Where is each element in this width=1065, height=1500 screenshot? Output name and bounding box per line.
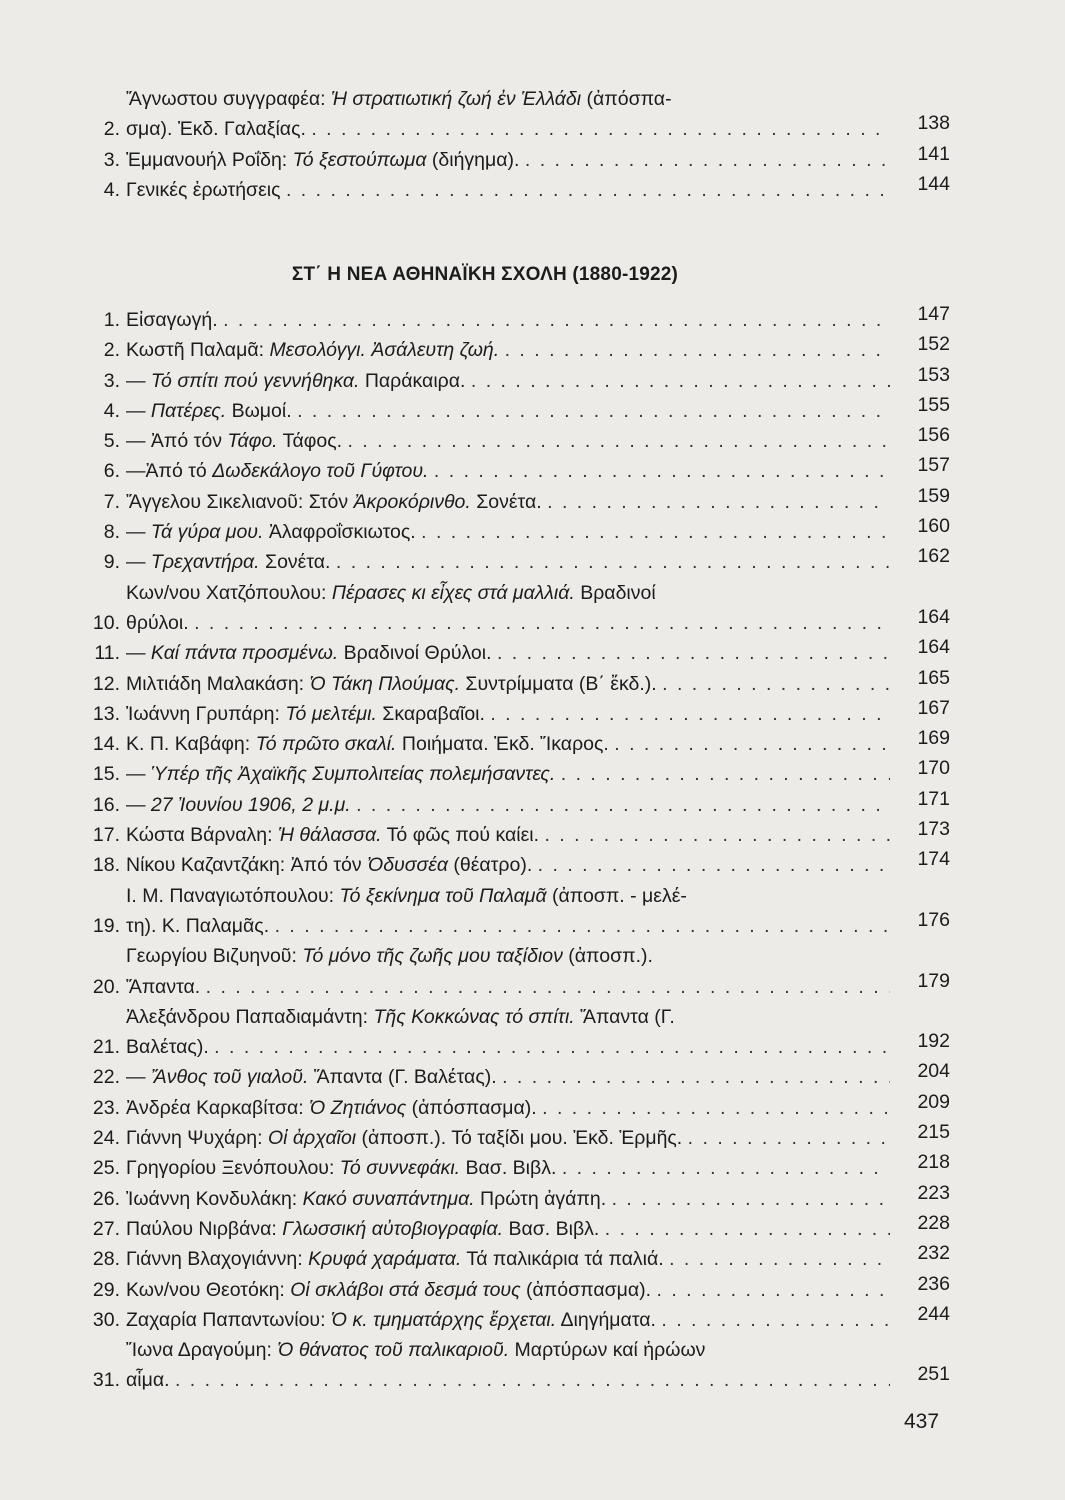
- toc-entry: [80, 547, 950, 577]
- dot-leader: [175, 1369, 890, 1391]
- toc-entry-title: [126, 396, 890, 426]
- dot-leader: [206, 976, 890, 998]
- toc-entry-line: — Ἀπό τόν Τάφο. Τάφος. . . .: [126, 426, 890, 456]
- toc-entry-line: Βαλέτας). . . .: [126, 1032, 890, 1062]
- dot-leader: [612, 1188, 890, 1210]
- toc-entry-title: [126, 547, 890, 577]
- dot-leader: [688, 1127, 890, 1149]
- toc-entry-number: 12.: [92, 672, 120, 695]
- section-heading: ΣΤ΄ Η ΝΕΑ ΑΘΗΝΑΪΚΗ ΣΧΟΛΗ (1880-1922): [291, 264, 679, 285]
- toc-entry-page: 228: [917, 1211, 950, 1234]
- toc-entry-page: 141: [917, 142, 950, 165]
- dot-leader: [223, 309, 890, 331]
- toc-entry-line: Εἰσαγωγή. . . .: [126, 305, 890, 335]
- toc-entry-title: [126, 1244, 890, 1274]
- toc-entry-page: 171: [917, 787, 950, 810]
- toc-entry-title: [126, 1062, 890, 1092]
- toc-entry-page: 169: [917, 727, 950, 750]
- toc-entry: [80, 335, 950, 365]
- toc-entry-page: 244: [917, 1302, 950, 1325]
- toc-entry-line: Ἰωάννη Κονδυλάκη: Κακό συναπάντημα. Πρώτη ἀγάπη. . . .: [126, 1184, 890, 1214]
- toc-entry-line: — Πατέρες. Βωμοί. . . .: [126, 396, 890, 426]
- toc-entry-line: Παύλου Νιρβάνα: Γλωσσική αὐτοβιογραφία. Βασ. Βιβλ. . . .: [126, 1214, 890, 1244]
- toc-entry-line: — Τά γύρα μου. Ἀλαφροΐσκιωτος. . . .: [126, 517, 890, 547]
- toc-entry-number: 1.: [103, 309, 120, 331]
- toc-entry-title: [126, 145, 890, 175]
- dot-leader: [605, 1218, 890, 1240]
- toc-entry-line: Ἄγνωστου συγγραφέα: Ἡ στρατιωτική ζωή ἐν Ἑλλάδι (ἀπόσπα-: [126, 88, 672, 110]
- toc-entry: [80, 1244, 950, 1274]
- toc-entry-page: 152: [917, 333, 950, 356]
- dot-leader: [542, 1097, 890, 1119]
- toc-entry-page: 223: [917, 1181, 950, 1204]
- toc-entry-number: 18.: [92, 854, 120, 877]
- toc-entry-number: 4.: [103, 178, 120, 201]
- toc-entry-line: θρύλοι. . . .: [126, 608, 890, 638]
- toc-entry-number: 10.: [92, 611, 120, 634]
- toc-entry: [80, 1211, 950, 1244]
- toc-entry-title: [126, 84, 890, 145]
- toc-entry-number: 28.: [92, 1248, 120, 1271]
- toc-entry: [80, 881, 950, 942]
- toc-entry-line: — 27 Ἰουνίου 1906, 2 μ.μ. . . .: [126, 790, 890, 820]
- toc-entry-title: [126, 1335, 890, 1396]
- toc-entry: [80, 1335, 950, 1396]
- dot-leader: [505, 339, 890, 361]
- toc-entry-page: 165: [917, 666, 950, 689]
- toc-entry: [80, 1272, 950, 1305]
- toc-entry: [80, 305, 950, 335]
- toc-entry: [80, 1002, 950, 1063]
- toc-entry-title: [126, 941, 890, 1002]
- toc-entry-line: Ἀνδρέα Καρκαβίτσα: Ὁ Ζητιάνος (ἀπόσπασμα). . . .: [126, 1093, 890, 1123]
- toc-entry-number: 29.: [92, 1278, 120, 1301]
- dot-leader: [525, 149, 890, 171]
- dot-leader: [497, 642, 890, 664]
- toc-entry-number: 6.: [103, 460, 120, 483]
- dot-leader: [561, 763, 890, 785]
- dot-leader: [311, 118, 890, 140]
- toc-entry-number: 23.: [92, 1096, 120, 1119]
- dot-leader: [471, 370, 890, 392]
- dot-leader: [614, 733, 890, 755]
- toc-entry-title: [126, 517, 890, 547]
- toc-entry-line: Ἰωάννη Γρυπάρη: Τό μελτέμι. Σκαραβαῖοι. . . .: [126, 699, 890, 729]
- toc-entry: [80, 456, 950, 486]
- toc-entry-number: 14.: [92, 733, 120, 756]
- toc-entry-title: [126, 790, 890, 820]
- toc-entry-title: [126, 175, 890, 205]
- toc-entry-page: 164: [917, 605, 950, 628]
- toc-entry-number: 3.: [103, 369, 120, 392]
- toc-entry-number: 21.: [92, 1036, 120, 1059]
- toc-entry-page: 153: [917, 363, 950, 386]
- toc-entry-page: 218: [917, 1151, 950, 1174]
- toc-entry-title: [126, 1123, 890, 1153]
- toc-entry-line: Μιλτιάδη Μαλακάση: Ὁ Τάκη Πλούμας. Συντρίμματα (Β΄ ἔκδ.). . . .: [126, 669, 890, 699]
- dot-leader: [275, 915, 890, 937]
- toc-entry-page: 159: [917, 484, 950, 507]
- toc-entry-title: [126, 578, 890, 639]
- toc-entry-page: 192: [917, 1030, 950, 1053]
- toc-entry-number: 30.: [92, 1308, 120, 1331]
- toc-entry-line: Κων/νου Θεοτόκη: Οἱ σκλάβοι στά δεσμά τους (ἀπόσπασμα). . . .: [126, 1275, 890, 1305]
- toc-entry-number: 15.: [92, 763, 120, 786]
- dot-leader: [662, 673, 890, 695]
- toc-entry-number: 20.: [92, 975, 120, 998]
- toc-entry-title: [126, 729, 890, 759]
- toc-entry: [80, 363, 950, 396]
- toc-entry-line: σμα). Ἐκδ. Γαλαξίας. . . .: [126, 114, 890, 144]
- toc-entry: [80, 517, 950, 547]
- toc-entry-line: Γιάννη Βλαχογιάννη: Κρυφά χαράματα. Τά παλικάρια τά παλιά. . . .: [126, 1244, 890, 1274]
- toc-entry-line: Ἅπαντα. . . .: [126, 972, 890, 1002]
- toc-entry-title: [126, 1184, 890, 1214]
- toc-entry-number: 2.: [103, 118, 120, 141]
- toc-entry-number: 8.: [103, 521, 120, 544]
- dot-leader: [562, 1157, 890, 1179]
- toc-entry-title: [126, 366, 890, 396]
- toc-entry-number: 17.: [92, 824, 120, 847]
- dot-leader: [656, 1279, 890, 1301]
- dot-leader: [297, 400, 890, 422]
- toc-entry-title: [126, 1093, 890, 1123]
- dot-leader: [547, 491, 890, 513]
- toc-entry-title: [126, 1214, 890, 1244]
- toc-entry: [80, 729, 950, 759]
- toc-entry-line: Γεωργίου Βιζυηνοῦ: Τό μόνο τῆς ζωῆς μου ταξίδιον (ἀποσπ.).: [126, 945, 653, 968]
- toc-entry-number: 2.: [103, 339, 120, 362]
- toc-entry-line: Κώστα Βάρναλη: Ἡ θάλασσα. Τό φῶς πού καίει. . . .: [126, 820, 890, 850]
- toc-entry-title: [126, 1002, 890, 1063]
- toc-entry-page: 176: [917, 908, 950, 931]
- toc-entry-number: 31.: [92, 1369, 120, 1392]
- toc-entry-number: 25.: [92, 1157, 120, 1180]
- toc-entry-number: 26.: [92, 1187, 120, 1210]
- dot-leader: [421, 521, 890, 543]
- toc-entry-title: [126, 850, 890, 880]
- toc-entry-number: 27.: [92, 1217, 120, 1240]
- toc-entry-line: Γιάννη Ψυχάρη: Οἱ ἀρχαῖοι (ἀποσπ.). Τό ταξίδι μου. Ἐκδ. Ἑρμῆς. . . .: [126, 1123, 890, 1153]
- toc-lead-list: [80, 84, 950, 205]
- toc-entry: [80, 393, 950, 426]
- toc-entry-page: 209: [917, 1090, 950, 1113]
- toc-entry-page: 144: [917, 172, 950, 195]
- toc-entry-number: 3.: [103, 148, 120, 171]
- toc-entry-title: [126, 759, 890, 789]
- toc-entry-title: [126, 1305, 890, 1335]
- toc-entry-title: [126, 638, 890, 668]
- toc-entry: [80, 172, 950, 205]
- dot-leader: [490, 703, 890, 725]
- toc-entry-page: 174: [917, 848, 950, 871]
- dot-leader: [356, 794, 890, 816]
- toc-entry: [80, 1181, 950, 1214]
- toc-entry: [80, 666, 950, 699]
- dot-leader: [286, 179, 890, 201]
- toc-entry-title: [126, 426, 890, 456]
- toc-entry-title: [126, 881, 890, 942]
- toc-entry-number: 13.: [92, 702, 120, 725]
- toc-entry-title: [126, 305, 890, 335]
- toc-entry-number: 4.: [103, 399, 120, 422]
- dot-leader: [347, 430, 890, 452]
- toc-entry-page: 251: [917, 1363, 950, 1386]
- toc-entry-number: 5.: [103, 430, 120, 453]
- toc-entry-line: Ἀλεξάνδρου Παπαδιαμάντη: Τῆς Κοκκώνας τό σπίτι. Ἅπαντα (Γ.: [126, 1005, 675, 1028]
- toc-entry-line: Ζαχαρία Παπαντωνίου: Ὁ κ. τμηματάρχης ἔρχεται. Διηγήματα. . . .: [126, 1305, 890, 1335]
- dot-leader: [502, 1066, 890, 1088]
- toc-entry-line: Ἄγγελου Σικελιανοῦ: Στόν Ἀκροκόρινθο. Σονέτα. . . .: [126, 487, 890, 517]
- dot-leader: [194, 612, 890, 634]
- toc-entry-page: 167: [917, 696, 950, 719]
- toc-entry: [80, 426, 950, 456]
- toc-entry: [80, 578, 950, 639]
- toc-entry: [80, 941, 950, 1002]
- toc-entry-page: 215: [917, 1121, 950, 1144]
- toc-entry-line: — Ὑπέρ τῆς Ἀχαϊκῆς Συμπολιτείας πολεμήσαντες. . . .: [126, 759, 890, 789]
- toc-entry-title: [126, 669, 890, 699]
- toc-entry-title: [126, 1275, 890, 1305]
- toc-entry: [80, 1090, 950, 1123]
- toc-entry: [80, 638, 950, 668]
- page-number: 437: [904, 1410, 940, 1433]
- toc-entry-page: 173: [917, 818, 950, 841]
- toc-entry-page: 157: [917, 454, 950, 477]
- toc-entry: [80, 142, 950, 175]
- toc-entry: [80, 787, 950, 820]
- toc-entry: [80, 1123, 950, 1153]
- toc-entry-line: Γρηγορίου Ξενόπουλου: Τό συννεφάκι. Βασ. Βιβλ. . . .: [126, 1153, 890, 1183]
- toc-entry-page: 179: [917, 969, 950, 992]
- toc-entry-page: 162: [917, 545, 950, 568]
- toc-entry-page: 236: [917, 1272, 950, 1295]
- dot-leader: [214, 1036, 890, 1058]
- dot-leader: [538, 854, 890, 876]
- toc-entry: [80, 1153, 950, 1183]
- toc-entry-page: 138: [917, 112, 950, 135]
- toc-entry-number: 7.: [103, 490, 120, 513]
- toc-entry-number: 11.: [94, 642, 120, 665]
- toc-entry: [80, 696, 950, 729]
- dot-leader: [434, 460, 890, 482]
- toc-entry-number: 9.: [103, 551, 120, 574]
- toc-entry-page: 164: [917, 636, 950, 659]
- toc-entry-line: Γενικές ἐρωτήσεις . . .: [126, 175, 890, 205]
- dot-leader: [661, 1309, 890, 1331]
- toc-entry-title: [126, 456, 890, 486]
- toc-entry-line: — Ἄνθος τοῦ γιαλοῦ. Ἅπαντα (Γ. Βαλέτας). . . .: [126, 1062, 890, 1092]
- dot-leader: [544, 824, 890, 846]
- toc-entry-title: [126, 1153, 890, 1183]
- dot-leader: [336, 551, 890, 573]
- toc-entry-line: Ἐμμανουήλ Ροΐδη: Τό ξεστούπωμα (διήγημα). . . .: [126, 145, 890, 175]
- toc-entry: [80, 1302, 950, 1335]
- toc-entry-line: — Τό σπίτι πού γεννήθηκα. Παράκαιρα. . . .: [126, 366, 890, 396]
- toc-entry-line: Κ. Π. Καβάφη: Τό πρῶτο σκαλί. Ποιήματα. Ἐκδ. Ἴκαρος. . . .: [126, 729, 890, 759]
- toc-entry-line: τη). Κ. Παλαμᾶς. . . .: [126, 911, 890, 941]
- toc-entry-page: 156: [917, 424, 950, 447]
- toc-entry-page: 170: [917, 757, 950, 780]
- toc-entry: [80, 84, 950, 145]
- toc-entry-number: 19.: [92, 914, 120, 937]
- toc-entry-page: 155: [917, 393, 950, 416]
- toc-entry-title: [126, 699, 890, 729]
- toc-entry-title: [126, 487, 890, 517]
- toc-entry-line: Ι. Μ. Παναγιωτόπουλου: Τό ξεκίνημα τοῦ Παλαμᾶ (ἀποσπ. - μελέ-: [126, 884, 687, 907]
- toc-entry-number: 22.: [92, 1066, 120, 1089]
- toc-entry-line: Κων/νου Χατζόπουλου: Πέρασες κι εἶχες στά μαλλιά. Βραδινοί: [126, 581, 656, 604]
- toc-entry-page: 160: [917, 515, 950, 538]
- toc-entry: [80, 759, 950, 789]
- dot-leader: [669, 1248, 890, 1270]
- toc-entry: [80, 1062, 950, 1092]
- toc-entry-line: Κωστῆ Παλαμᾶ: Μεσολόγγι. Ἀσάλευτη ζωή. . . .: [126, 335, 890, 365]
- toc-entry: [80, 820, 950, 850]
- toc-entry-line: Ἴωνα Δραγούμη: Ὁ θάνατος τοῦ παλικαριοῦ. Μαρτύρων καί ἡρώων: [126, 1339, 706, 1362]
- toc-entry-title: [126, 335, 890, 365]
- toc-entry-list: [80, 305, 950, 1396]
- toc-entry-line: —Ἀπό τό Δωδεκάλογο τοῦ Γύφτου. . . .: [126, 456, 890, 486]
- toc-entry-page: 204: [917, 1060, 950, 1083]
- toc-entry-line: — Καί πάντα προσμένω. Βραδινοί Θρύλοι. . . .: [126, 638, 890, 668]
- toc-entry: [80, 484, 950, 517]
- toc-entry-line: Νίκου Καζαντζάκη: Ἀπό τόν Ὀδυσσέα (θέατρο). . . .: [126, 850, 890, 880]
- toc-entry: [80, 850, 950, 880]
- toc-entry-title: [126, 820, 890, 850]
- toc-entry-number: 24.: [92, 1127, 120, 1150]
- toc-entry-number: 16.: [92, 793, 120, 816]
- toc-entry-page: 232: [917, 1242, 950, 1265]
- toc-entry-line: — Τρεχαντήρα. Σονέτα. . . .: [126, 547, 890, 577]
- toc-entry-line: αἷμα. . . .: [126, 1365, 890, 1395]
- toc-entry-page: 147: [917, 303, 950, 325]
